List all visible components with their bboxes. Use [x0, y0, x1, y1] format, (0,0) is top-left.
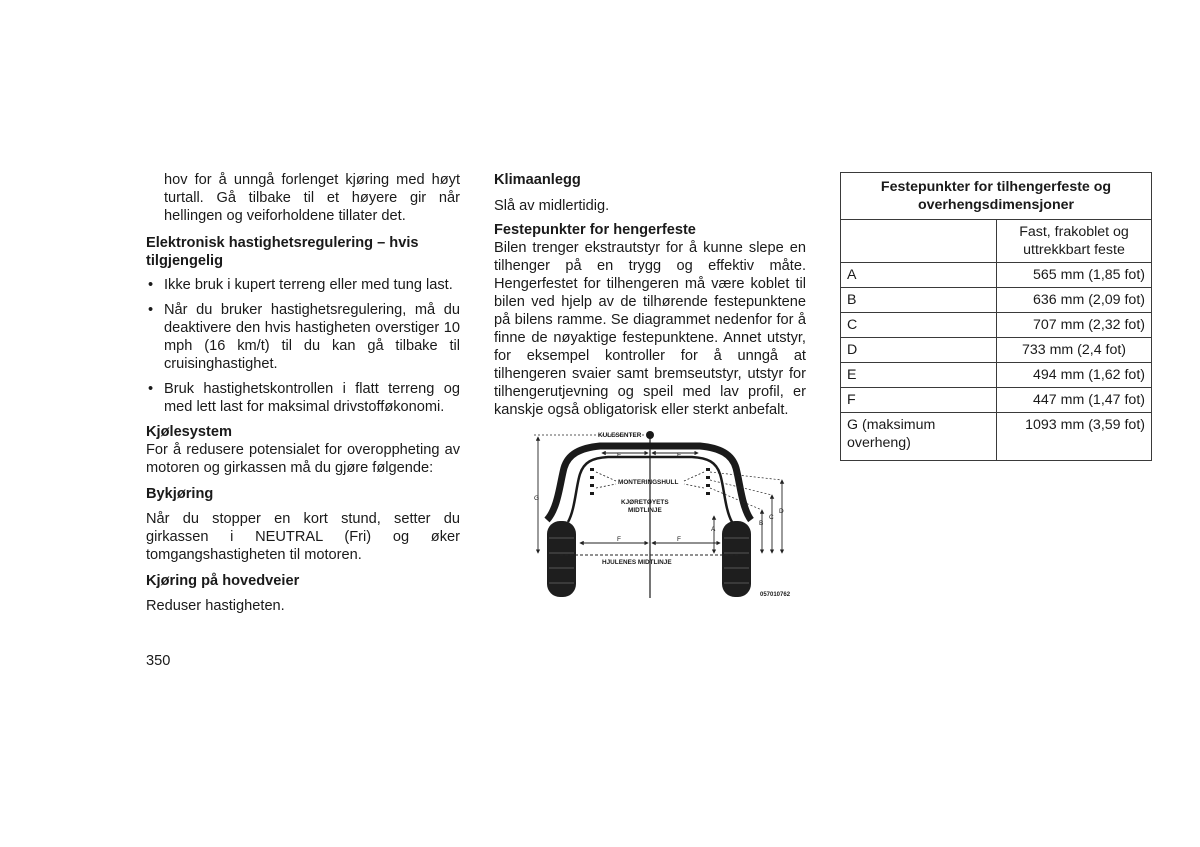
dim-label-f-left: F: [617, 536, 621, 543]
table-header-empty: [841, 220, 997, 263]
page-number: 350: [146, 653, 171, 669]
city-driving-heading: Bykjøring: [146, 486, 214, 502]
table-row: G (maksimum overheng) 1093 mm (3,59 fot): [841, 413, 1152, 461]
dim-label-e-right: E: [677, 452, 682, 459]
city-driving-paragraph: Når du stopper en kort stund, setter du girkassen i NEUTRAL (Fri) og øker tomgangshastigheten til motoren.: [146, 511, 460, 563]
cooling-heading: Kjølesystem: [146, 424, 232, 440]
mount-points-heading: Festepunkter for hengerfeste: [494, 222, 696, 238]
highway-heading: Kjøring på hovedveier: [146, 573, 300, 589]
dim-label-f-right: F: [677, 536, 681, 543]
table-row: E 494 mm (1,62 fot): [841, 363, 1152, 388]
table-row: D 733 mm (2,4 fot): [841, 338, 1152, 363]
cooling-paragraph: For å redusere potensialet for overoppheting av motoren og girkassen må du gjøre følgende:: [146, 442, 460, 476]
list-item: • Ikke bruk i kupert terreng eller med tung last.: [148, 277, 453, 293]
hitch-ball: [646, 431, 654, 439]
bullet-icon: •: [148, 381, 154, 397]
vehicle-centerline-label-2: MIDTLINJE: [628, 507, 662, 514]
list-item: • Bruk hastighetskontrollen i flatt terreng og med lett last for maksimal drivstofføkonomi.: [148, 381, 460, 415]
dim-label-b: B: [759, 520, 764, 527]
middle-column: [494, 171, 806, 419]
hitch-mounting-diagram: [520, 428, 810, 603]
dim-label-d: D: [779, 508, 784, 515]
mounting-holes-label: MONTERINGSHULL: [618, 479, 679, 486]
table-row: A 565 mm (1,85 fot): [841, 263, 1152, 288]
vehicle-centerline-label-1: KJØRETØYETS: [621, 499, 669, 506]
wheel-centerline-label: HJULENES MIDTLINJE: [602, 559, 672, 566]
table-title: Festepunkter for tilhengerfeste og overhengsdimensjoner: [841, 173, 1152, 220]
diagram-code: 057010762: [760, 592, 791, 598]
hitch-dimension-table: [840, 172, 1152, 461]
table-row: B 636 mm (2,09 fot): [841, 288, 1152, 313]
dim-label-e-left: E: [617, 452, 622, 459]
bullet-icon: •: [148, 302, 154, 318]
left-column: [146, 171, 460, 615]
dim-label-c: C: [769, 514, 774, 521]
table-row: C 707 mm (2,32 fot): [841, 313, 1152, 338]
ac-paragraph: Slå av midlertidig.: [494, 198, 610, 214]
table-column-header: Fast, frakoblet og uttrekkbart feste: [997, 220, 1152, 263]
table-row: F 447 mm (1,47 fot): [841, 388, 1152, 413]
highway-paragraph: Reduser hastigheten.: [146, 598, 285, 614]
mount-points-paragraph: Bilen trenger ekstrautstyr for å kunne slepe en tilhenger på en trygg og effektiv måte. Hengerfestet for tilhengeren må være koblet til bilen ved hjelp av de tilhørende festepunktene på bilens ramme. Se diagrammet nedenfor for å finne de nøyaktige festepunktene. Annet utstyr, for eksempel kontroller for å unngå at tilhengeren svaier samt bremseutstyr, utstyr for tilhengerutjevning og speil med lav profil, er kanskje også obligatorisk eller sterkt anbefalt.: [494, 240, 806, 418]
right-tire: [722, 521, 751, 597]
cruise-control-list: [146, 276, 460, 416]
ac-heading: Klimaanlegg: [494, 172, 581, 188]
list-item: • Når du bruker hastighetsregulering, må du deaktivere den hvis hastigheten overstiger 10 mph (16 km/t) til du kan gå tilbake til cruisinghastighet.: [148, 302, 460, 372]
cruise-control-heading: Elektronisk hastighetsregulering – hvis tilgjengelig: [146, 235, 419, 269]
ball-center-label: KULESENTER: [598, 432, 642, 439]
dim-label-a: A: [711, 526, 716, 533]
left-tire: [547, 521, 576, 597]
bullet-icon: •: [148, 277, 154, 293]
dim-label-g: G: [534, 495, 540, 502]
intro-paragraph: hov for å unngå forlenget kjøring med høyt turtall. Gå tilbake til et høyere gir når hellingen og veiforholdene tillater det.: [164, 172, 460, 224]
